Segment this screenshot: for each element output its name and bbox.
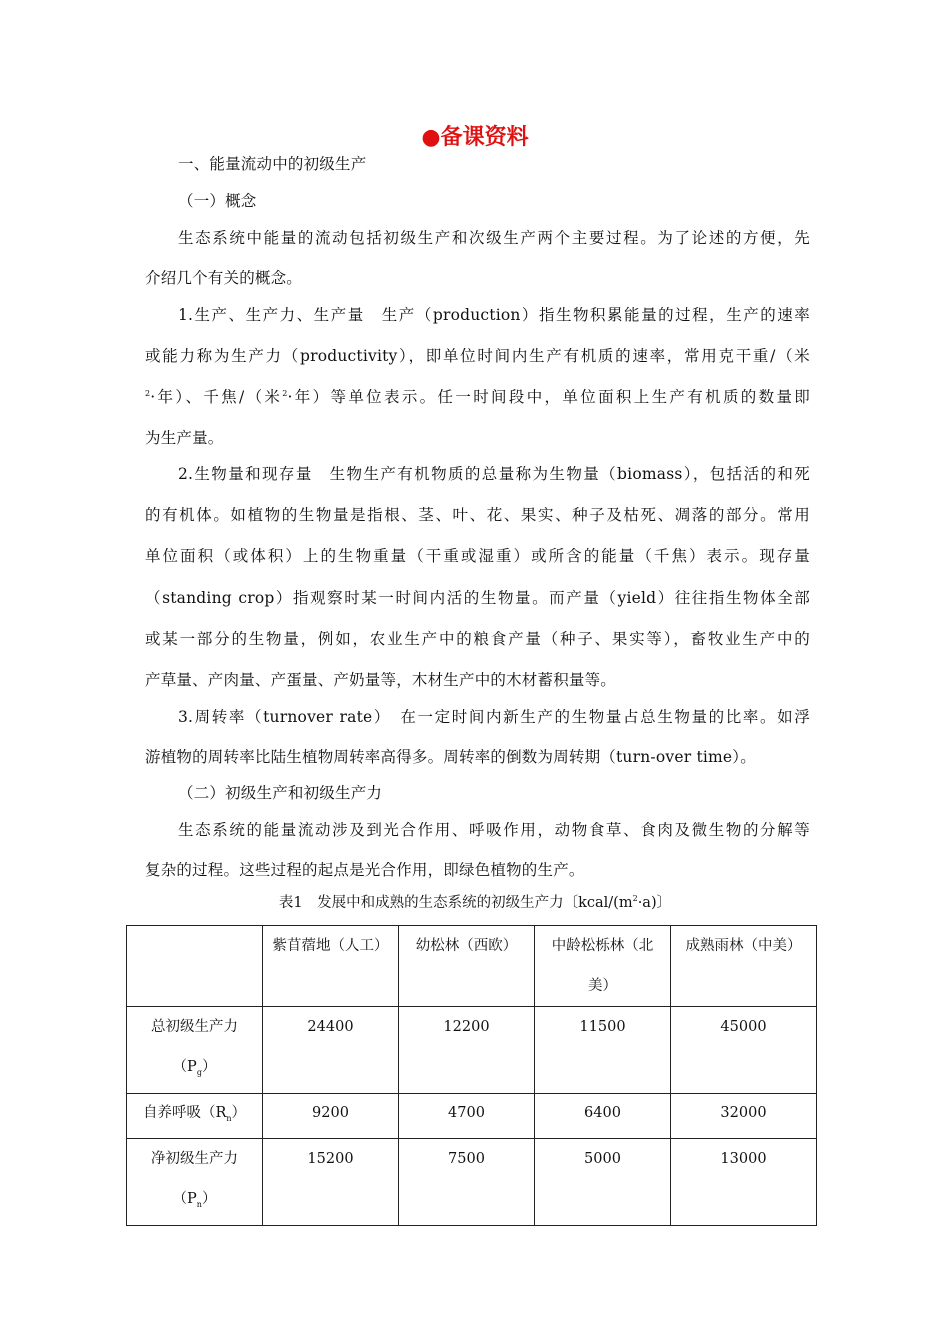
label-text: ） (231, 1104, 247, 1121)
page-title (0, 120, 950, 151)
table-cell: 12200 (399, 1007, 535, 1094)
subscript: n (196, 1199, 202, 1209)
table-header-cell: 成熟雨林（中美） (671, 926, 817, 1007)
table-cell: 24400 (263, 1007, 399, 1094)
table-cell: 7500 (399, 1138, 535, 1225)
subheading-primary-production: （二）初级生产和初级生产力 (178, 784, 383, 802)
table-cell: 11500 (535, 1007, 671, 1094)
subscript: g (196, 1067, 202, 1077)
red-bullet-icon: ● (421, 125, 441, 150)
paragraph-line: （standing crop）指观察时某一时间内活的生物量。而产量（yield）往往指生物体全部 (145, 589, 810, 607)
paragraph-line: 生态系统中能量的流动包括初级生产和次级生产两个主要过程。为了论述的方便，先 (178, 229, 810, 247)
page-title-text: 备课资料 (440, 125, 529, 150)
label-text: ） (201, 1190, 217, 1207)
table-row (127, 1007, 817, 1094)
label-text: 自养呼吸（R (142, 1104, 227, 1121)
table-caption (0, 891, 950, 912)
table-cell: 5000 (535, 1138, 671, 1225)
productivity-table (126, 925, 817, 1226)
paragraph-line: 介绍几个有关的概念。 (145, 269, 303, 287)
superscript: 2 (282, 388, 288, 398)
table-header-cell: 紫苜蓿地（人工） (263, 926, 399, 1007)
text-fragment: ·年）、千焦/（米 (150, 388, 283, 406)
table-cell: 32000 (671, 1093, 817, 1138)
paragraph-line: 游植物的周转率比陆生植物周转率高得多。周转率的倒数为周转期（turn-over time）。 (145, 748, 756, 766)
label-text: 总初级生产力（P (151, 1019, 238, 1075)
table-header-row (127, 926, 817, 1007)
paragraph-line: 为生产量。 (145, 429, 224, 447)
table-cell: 6400 (535, 1093, 671, 1138)
paragraph-line: 或能力称为生产力（productivity），即单位时间内生产有机质的速率，常用克干重/（米 (145, 347, 810, 365)
table-cell: 13000 (671, 1138, 817, 1225)
table-row (127, 1138, 817, 1225)
subheading-concepts: （一）概念 (178, 192, 257, 210)
superscript: 2 (145, 388, 151, 398)
text-fragment: ·年）等单位表示。任一时间段中，单位面积上生产有机质的数量即 (287, 388, 810, 406)
paragraph-line: 2.生物量和现存量 生物生产有机物质的总量称为生物量（biomass），包括活的和死 (178, 465, 810, 483)
paragraph-line (145, 385, 810, 407)
caption-text: 表1 发展中和成熟的生态系统的初级生产力〔kcal/(m (278, 895, 633, 911)
table-row (127, 1093, 817, 1138)
subscript: n (226, 1113, 232, 1123)
paragraph-line: 3.周转率（turnover rate） 在一定时间内新生产的生物量占总生物量的比率。如浮 (178, 708, 810, 726)
table-cell: 9200 (263, 1093, 399, 1138)
table-header-cell: 中龄松栎林（北美） (535, 926, 671, 1007)
row-label (127, 1007, 263, 1094)
label-text: 净初级生产力（P (151, 1150, 238, 1207)
paragraph-line: 的有机体。如植物的生物量是指根、茎、叶、花、果实、种子及枯死、凋落的部分。常用 (145, 506, 810, 524)
paragraph-line: 复杂的过程。这些过程的起点是光合作用，即绿色植物的生产。 (145, 861, 585, 879)
table-cell: 4700 (399, 1093, 535, 1138)
row-label (127, 1138, 263, 1225)
table-cell: 15200 (263, 1138, 399, 1225)
row-label (127, 1093, 263, 1138)
section-heading-energy-flow: 一、能量流动中的初级生产 (178, 155, 367, 173)
label-text: ） (201, 1059, 217, 1075)
table-header-cell (127, 926, 263, 1007)
paragraph-line: 1.生产、生产力、生产量 生产（production）指生物积累能量的过程，生产的速率 (178, 306, 810, 324)
caption-text: ·a)〕 (637, 895, 672, 911)
paragraph-line: 单位面积（或体积）上的生物重量（干重或湿重）或所含的能量（千焦）表示。现存量 (145, 547, 810, 565)
paragraph-line: 或某一部分的生物量，例如，农业生产中的粮食产量（种子、果实等），畜牧业生产中的 (145, 630, 810, 648)
paragraph-line: 生态系统的能量流动涉及到光合作用、呼吸作用，动物食草、食肉及微生物的分解等 (178, 821, 810, 839)
superscript: 2 (632, 894, 638, 904)
table-cell: 45000 (671, 1007, 817, 1094)
table-header-cell: 幼松林（西欧） (399, 926, 535, 1007)
paragraph-line: 产草量、产肉量、产蛋量、产奶量等，木材生产中的木材蓄积量等。 (145, 671, 617, 689)
